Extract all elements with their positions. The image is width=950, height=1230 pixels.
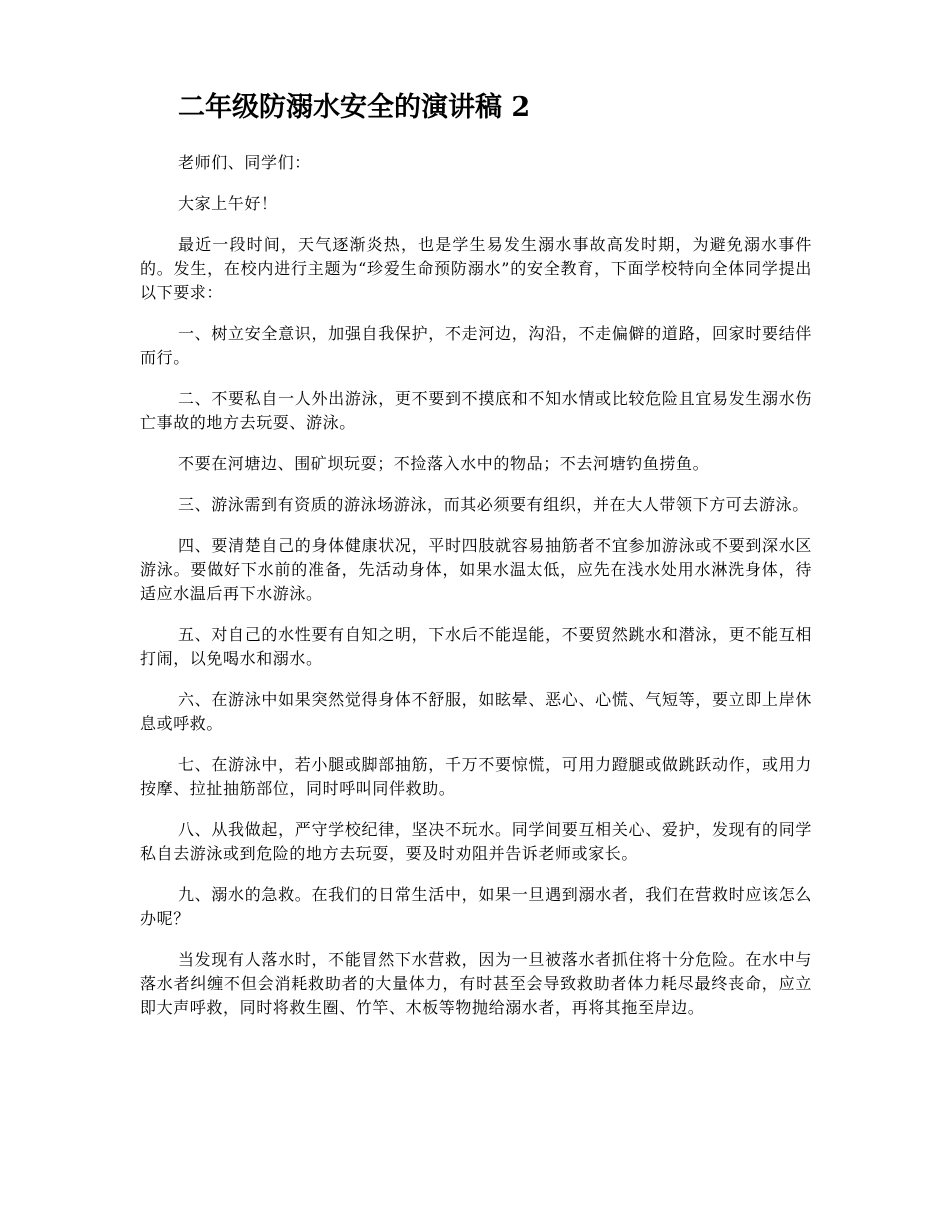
paragraph-greeting: 大家上午好！ xyxy=(178,194,278,213)
paragraph-rule-8: 八、从我做起，严守学校纪律，坚决不玩水。同学间要互相关心、爱护，发现有的同学私自去游泳或到危险的地方去玩耍，要及时劝阻并告诉老师或家长。 xyxy=(140,820,812,863)
paragraph-rule-6: 六、在游泳中如果突然觉得身体不舒服，如眩晕、恶心、心慌、气短等，要立即上岸休息或呼救。 xyxy=(140,690,812,733)
paragraph-intro: 最近一段时间，天气逐渐炎热，也是学生易发生溺水事故高发时期，为避免溺水事件的。发生，在校内进行主题为“珍爱生命预防溺水”的安全教育，下面学校特向全体同学提出以下要求： xyxy=(140,235,812,302)
document-title: 二年级防溺水安全的演讲稿 2 xyxy=(178,92,531,123)
paragraph-salutation: 老师们、同学们： xyxy=(178,153,311,172)
paragraph-rule-9: 九、溺水的急救。在我们的日常生活中，如果一旦遇到溺水者，我们在营救时应该怎么办呢？ xyxy=(140,885,812,928)
paragraph-rule-2-note: 不要在河塘边、围矿坝玩耍；不捡落入水中的物品；不去河塘钓鱼捞鱼。 xyxy=(178,454,710,473)
paragraph-rule-4: 四、要清楚自己的身体健康状况，平时四肢就容易抽筋者不宜参加游泳或不要到深水区游泳。要做好下水前的准备，先活动身体，如果水温太低，应先在浅水处用水淋洗身体，待适应水温后再下水游泳。 xyxy=(140,536,812,603)
paragraph-rule-2: 二、不要私自一人外出游泳，更不要到不摸底和不知水情或比较危险且宜易发生溺水伤亡事故的地方去玩耍、游泳。 xyxy=(140,389,812,432)
document-body xyxy=(140,151,812,1037)
paragraph-rescue: 当发现有人落水时，不能冒然下水营救，因为一旦被落水者抓住将十分危险。在水中与落水者纠缠不但会消耗救助者的大量体力，有时甚至会导致救助者体力耗尽最终丧命，应立即大声呼救，同时将救生圈、竹竿、木板等物抛给溺水者，再将其拖至岸边。 xyxy=(140,950,812,1017)
paragraph-rule-3: 三、游泳需到有资质的游泳场游泳，而其必须要有组织，并在大人带领下方可去游泳。 xyxy=(178,495,809,514)
paragraph-rule-7: 七、在游泳中，若小腿或脚部抽筋，千万不要惊慌，可用力蹬腿或做跳跃动作，或用力按摩、拉扯抽筋部位，同时呼叫同伴救助。 xyxy=(140,755,812,798)
paragraph-rule-5: 五、对自己的水性要有自知之明，下水后不能逞能，不要贸然跳水和潜泳，更不能互相打闹，以免喝水和溺水。 xyxy=(140,625,812,668)
paragraph-rule-1: 一、树立安全意识，加强自我保护，不走河边，沟沿，不走偏僻的道路，回家时要结伴而行。 xyxy=(140,324,812,367)
